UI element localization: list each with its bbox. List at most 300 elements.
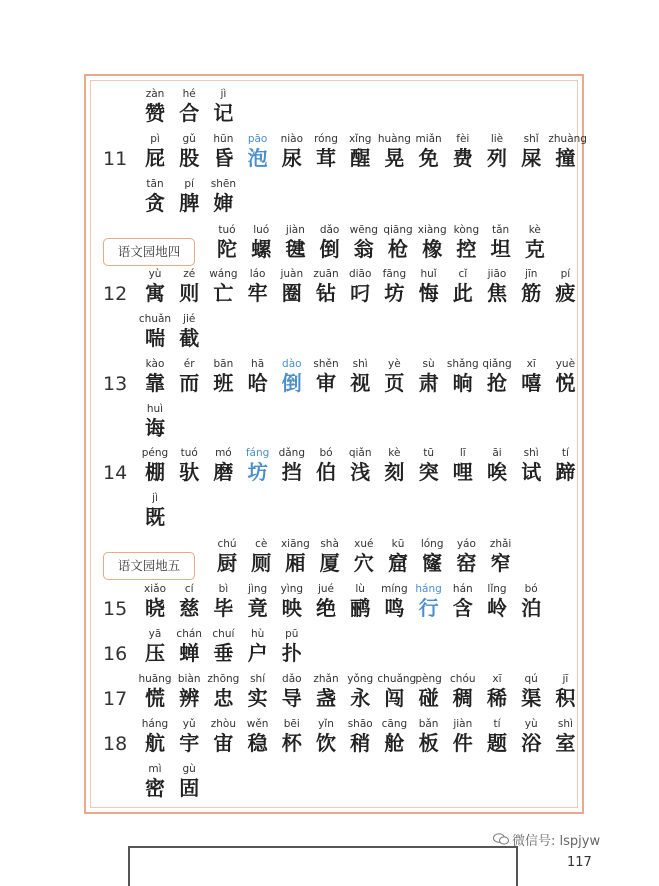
character-cell [343,133,377,172]
character-cell [548,268,582,307]
character-cell [480,133,514,172]
pinyin-label: míng [381,583,408,595]
character-cell [138,178,172,217]
hanzi-character: 嘻 [521,371,542,395]
character-cell [172,628,206,667]
hanzi-character: 稳 [247,731,268,755]
hanzi-character: 慌 [145,686,165,710]
hanzi-character: 悦 [555,371,576,395]
hanzi-character: 屎 [521,146,542,170]
pinyin-label: pí [184,178,194,190]
pinyin-label: jìng [248,583,268,595]
character-cell [313,538,347,577]
pinyin-label: chuǎng [377,673,417,685]
character-cell [138,628,172,667]
pinyin-label: huǐ [420,268,437,280]
hanzi-character: 则 [179,281,200,305]
character-cell [206,583,240,622]
hanzi-character: 绝 [316,596,336,620]
character-cell [206,358,240,397]
character-cell [412,358,446,397]
character-cell [172,133,206,172]
pinyin-label: liè [490,133,504,145]
lesson-number: 15 [103,598,128,620]
hanzi-character: 室 [555,731,576,755]
hanzi-character: 焦 [487,281,507,305]
pinyin-label: róng [314,133,338,145]
pinyin-label: chú [217,538,237,550]
character-cell [377,718,411,757]
character-cell [244,224,278,263]
hanzi-character: 费 [452,146,473,170]
hanzi-character: 挡 [281,460,302,484]
pinyin-label: zhǎi [489,538,512,550]
hanzi-character: 脾 [179,191,200,215]
pinyin-label: tuó [218,224,236,236]
hanzi-character: 而 [179,371,200,395]
character-cell [241,673,275,712]
character-cell [412,133,446,172]
hanzi-character: 赞 [145,101,165,125]
character-cell [275,718,309,757]
hanzi-character: 磨 [213,460,234,484]
hanzi-character: 枪 [388,237,408,261]
character-cell [347,538,381,577]
character-cell [343,673,377,712]
hanzi-character: 橡 [422,237,443,261]
hanzi-character: 浴 [521,731,542,755]
pinyin-label: bēi [283,718,300,730]
lesson-number: 14 [103,462,128,484]
pinyin-label: tí [493,718,501,730]
pinyin-label: xiàng [417,224,447,236]
hanzi-character: 闯 [384,686,405,710]
wechat-icon [493,833,509,845]
hanzi-character: 哈 [247,371,268,395]
hanzi-character: 免 [418,146,439,170]
pinyin-label: bì [218,583,229,595]
pinyin-label: zuān [313,268,339,280]
pinyin-label: shěn [313,358,339,370]
hanzi-character: 永 [350,686,371,710]
pinyin-label: láo [249,268,266,280]
hanzi-character: 撞 [555,146,576,170]
character-cell [446,583,480,622]
pinyin-label: lù [355,583,365,595]
pinyin-label: bǎn [418,718,439,730]
pinyin-label: zhòu [210,718,237,730]
hanzi-character: 列 [487,146,507,170]
character-cell [275,358,309,397]
hanzi-character: 厕 [251,551,272,575]
pinyin-label: xiāng [280,538,310,550]
hanzi-character: 悔 [418,281,439,305]
pinyin-label: xǐng [348,133,372,145]
pinyin-label: jīn [524,268,538,280]
pinyin-label: wēng [349,224,378,236]
pinyin-label: zhuàng [548,133,587,145]
character-cell [138,313,172,352]
pinyin-label: shǎng [446,358,479,370]
pinyin-label: kè [388,447,401,459]
pinyin-label: péng [141,447,169,459]
hanzi-character: 厢 [285,551,306,575]
hanzi-character: 哩 [452,460,473,484]
character-cell [206,268,240,307]
character-cell [377,583,411,622]
character-cell [377,447,411,486]
hanzi-character: 页 [384,371,405,395]
character-cell [377,673,417,712]
hanzi-character: 压 [145,641,165,665]
character-cell [206,133,240,172]
character-cell [275,673,309,712]
character-cell [138,358,172,397]
character-cell [172,313,206,352]
hanzi-character: 喘 [145,326,165,350]
character-cell [309,447,343,486]
hanzi-character: 坊 [247,460,268,484]
hanzi-character: 渠 [521,686,542,710]
character-cell [172,447,206,486]
character-cell [514,583,548,622]
hanzi-character: 鸣 [384,596,405,620]
character-cell [313,224,347,263]
character-cell [275,628,309,667]
pinyin-label: sù [422,358,435,370]
character-cell [377,268,411,307]
character-cell [449,224,483,263]
character-cell [138,133,172,172]
character-cell [480,358,514,397]
pinyin-label: xué [354,538,374,550]
hanzi-character: 贪 [145,191,165,215]
hanzi-character: 实 [247,686,268,710]
character-cell [210,224,244,263]
character-cell [415,224,449,263]
hanzi-character: 晌 [452,371,473,395]
character-cell [278,224,312,263]
hanzi-character: 慈 [179,596,200,620]
pinyin-label: shì [557,718,573,730]
pinyin-label: shǐ [523,133,539,145]
pinyin-label: bān [213,358,234,370]
character-cell [343,718,377,757]
pinyin-label: zhǎn [313,673,339,685]
hanzi-character: 班 [213,371,234,395]
pinyin-label: hā [251,358,265,370]
lesson-number: 12 [103,283,128,305]
pinyin-label: pū [285,628,299,640]
character-cell [241,358,275,397]
hanzi-character: 股 [179,146,200,170]
character-cell [415,538,449,577]
character-cell [241,268,275,307]
pinyin-label: qiāng [383,224,413,236]
character-cell [514,358,548,397]
hanzi-character: 舱 [384,731,405,755]
hanzi-character: 穴 [353,551,374,575]
pinyin-label: lī [459,447,466,459]
hanzi-character: 窑 [456,551,477,575]
pinyin-label: chóu [450,673,476,685]
hanzi-character: 牢 [247,281,268,305]
pinyin-label: shì [352,358,368,370]
hanzi-character: 坊 [384,281,405,305]
pinyin-label: yǒng [347,673,374,685]
character-cell [138,718,172,757]
hanzi-character: 行 [418,596,439,620]
pinyin-label: yáo [456,538,476,550]
hanzi-character: 积 [555,686,576,710]
hanzi-character: 晓 [145,596,165,620]
character-cell [172,178,206,217]
character-cell [514,447,548,486]
hanzi-character: 记 [213,101,234,125]
character-cell [480,673,514,712]
pinyin-label: tí [561,447,569,459]
hanzi-character: 筋 [521,281,542,305]
hanzi-character: 题 [487,731,507,755]
character-cell [138,583,172,622]
hanzi-character: 蹄 [555,460,576,484]
hanzi-character: 辨 [179,686,200,710]
pinyin-label: tuó [180,447,198,459]
character-cell [377,358,411,397]
hanzi-character: 蝉 [179,641,200,665]
page-number: 117 [567,855,592,870]
pinyin-label: pèng [415,673,442,685]
pinyin-label: cāng [381,718,408,730]
pinyin-label: yìng [280,583,304,595]
character-cell [381,538,415,577]
hanzi-character: 竟 [247,596,268,620]
character-cell [548,718,582,757]
pinyin-label: ér [183,358,195,370]
character-cell [138,763,172,802]
hanzi-character: 疲 [555,281,576,305]
pinyin-label: kè [528,224,541,236]
pinyin-label: bó [319,447,333,459]
hanzi-character: 靠 [145,371,165,395]
pinyin-label: háng [141,718,169,730]
character-cell [172,358,206,397]
character-cell [138,492,172,531]
hanzi-character: 稀 [487,686,507,710]
pinyin-label: pì [150,133,160,145]
pinyin-label: yè [388,358,401,370]
hanzi-character: 圈 [281,281,302,305]
pinyin-label: huāng [138,673,172,685]
hanzi-character: 审 [316,371,336,395]
pinyin-label: juàn [280,268,304,280]
pinyin-label: diāo [348,268,372,280]
character-cell [206,178,240,217]
hanzi-character: 浅 [350,460,371,484]
pinyin-label: lóng [420,538,444,550]
pinyin-label: tū [423,447,434,459]
pinyin-label: jiāo [487,268,507,280]
pinyin-label: qiǎn [348,447,372,459]
character-cell [377,133,411,172]
hanzi-character: 控 [456,237,477,261]
character-cell [138,268,172,307]
character-cell [548,447,582,486]
pinyin-label: niào [280,133,304,145]
character-cell [480,718,514,757]
lesson-number: 17 [103,688,128,710]
character-cell [241,133,275,172]
hanzi-character: 屁 [145,146,165,170]
hanzi-character: 窟 [388,551,408,575]
hanzi-character: 含 [452,596,473,620]
character-cell [347,224,381,263]
character-cell [206,673,240,712]
pinyin-label: dǎo [282,673,302,685]
character-cell [480,583,514,622]
character-cell [343,358,377,397]
character-cell [446,358,480,397]
hanzi-character: 寓 [145,281,165,305]
watermark-text: 微信号: lspjyw [512,834,601,849]
pinyin-label: zhōng [207,673,240,685]
pinyin-label: xī [492,673,502,685]
pinyin-label: pí [560,268,571,280]
hanzi-character: 密 [145,776,165,800]
character-cell [172,718,206,757]
character-cell [241,583,275,622]
pinyin-label: kòng [453,224,480,236]
pinyin-label: gù [182,763,196,775]
pinyin-label: cè [255,538,268,550]
character-cell [343,268,377,307]
character-cell [514,133,548,172]
pinyin-label: qú [524,673,538,685]
character-cell [241,718,275,757]
pinyin-label: gǔ [182,133,196,145]
hanzi-character: 既 [145,505,165,529]
pinyin-label: dào [282,358,302,370]
character-cell [412,268,446,307]
hanzi-character: 垂 [213,641,234,665]
hanzi-character: 茸 [316,146,336,170]
character-cell [343,447,377,486]
hanzi-character: 件 [452,731,473,755]
pinyin-label: shà [320,538,339,550]
pinyin-label: chán [176,628,202,640]
character-cell [309,673,343,712]
pinyin-label: yù [148,268,162,280]
pinyin-label: yā [148,628,162,640]
hanzi-character: 航 [145,731,165,755]
character-cell [514,268,548,307]
hanzi-character: 厦 [319,551,340,575]
pinyin-label: fáng [245,447,270,459]
pinyin-label: shāo [347,718,373,730]
hanzi-character: 坦 [490,237,511,261]
character-cell [138,673,172,712]
character-cell [275,583,309,622]
character-cell [172,583,206,622]
hanzi-character: 翁 [353,237,374,261]
hanzi-character: 陀 [217,237,237,261]
pinyin-label: dǎng [278,447,305,459]
pinyin-label: jì [152,492,158,504]
hanzi-character: 刻 [384,460,405,484]
hanzi-character: 忠 [213,686,234,710]
character-cell [278,538,312,577]
hanzi-character: 尿 [281,146,302,170]
character-cell [446,133,480,172]
character-cell [309,718,343,757]
pinyin-label: yuè [555,358,576,370]
character-cell [206,88,240,127]
pinyin-label: tān [146,178,164,190]
hanzi-character: 抢 [487,371,507,395]
pinyin-label: huàng [377,133,411,145]
hanzi-character: 杯 [281,731,302,755]
character-cell [514,673,548,712]
lesson-number: 18 [103,733,128,755]
character-cell [309,133,343,172]
character-cell [206,628,240,667]
character-cell [412,673,446,712]
character-cell [138,403,172,442]
pinyin-label: jiàn [285,224,305,236]
hanzi-character: 肃 [418,371,439,395]
hanzi-character: 克 [524,237,545,261]
character-cell [172,268,206,307]
character-cell [484,538,518,577]
pinyin-label: jiàn [453,718,473,730]
pinyin-label: zàn [145,88,165,100]
character-cell [138,447,172,486]
character-cell [275,268,309,307]
hanzi-character: 泊 [521,596,542,620]
hanzi-character: 岭 [487,596,507,620]
pinyin-label: kū [391,538,405,550]
character-cell [412,583,446,622]
pinyin-label: chuí [212,628,235,640]
character-cell [446,447,480,486]
hanzi-character: 泡 [247,146,268,170]
lesson-number: 13 [103,373,128,395]
character-cell [309,583,343,622]
pinyin-label: shí [250,673,266,685]
hanzi-character: 导 [281,686,302,710]
lesson-number: 11 [103,148,128,170]
hanzi-character: 试 [521,460,542,484]
pinyin-label: shì [523,447,539,459]
hanzi-character: 伯 [316,460,336,484]
character-cell [275,133,309,172]
hanzi-character: 宇 [179,731,200,755]
hanzi-character: 此 [452,281,473,305]
pinyin-label: hé [182,88,196,100]
pinyin-label: wáng [209,268,238,280]
hanzi-character: 饮 [316,731,336,755]
unit-review-tag: 语文园地四 [103,238,195,266]
hanzi-character: 厨 [217,551,237,575]
pinyin-label: tǎn [491,224,510,236]
hanzi-character: 诲 [145,416,165,440]
pinyin-label: hán [452,583,473,595]
hanzi-character: 合 [179,101,200,125]
pinyin-label: shēn [210,178,237,190]
hanzi-character: 突 [418,460,439,484]
hanzi-character: 盏 [316,686,336,710]
character-cell [480,268,514,307]
